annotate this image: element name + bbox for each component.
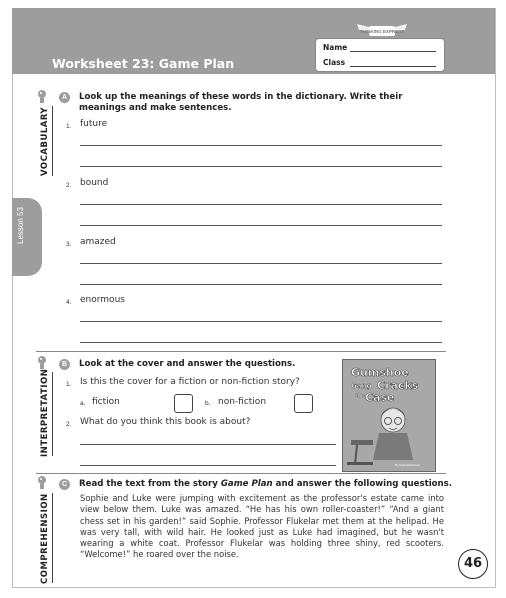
class-label: Class	[323, 58, 346, 67]
item-number: 3.	[66, 241, 72, 248]
question-2: What do you think this book is about?	[80, 417, 251, 427]
answer-line[interactable]	[80, 263, 442, 264]
item-number: 2.	[66, 182, 72, 189]
item-number: 4.	[66, 299, 72, 306]
page-number: 46	[458, 549, 488, 579]
vocab-word: amazed	[80, 237, 116, 247]
mascot-icon	[36, 355, 48, 369]
section-separator	[36, 351, 446, 352]
vocab-word: bound	[80, 178, 109, 188]
comprehension-side-label: COMPREHENSION	[40, 493, 50, 584]
answer-line[interactable]	[80, 321, 442, 322]
logo-wings-icon	[353, 20, 411, 38]
option-a-letter: a.	[80, 400, 86, 407]
answer-line[interactable]	[80, 204, 442, 205]
comprehension-instruction	[79, 479, 452, 490]
name-label: Name	[323, 43, 348, 52]
publisher-logo	[353, 20, 411, 38]
class-field[interactable]	[350, 66, 436, 67]
answer-line[interactable]	[80, 166, 442, 167]
story-title: Game Plan	[220, 479, 273, 489]
answer-line[interactable]	[80, 444, 336, 445]
mascot-icon	[36, 89, 48, 103]
answer-line[interactable]	[80, 145, 442, 146]
option-nonfiction-label: non-fiction	[218, 397, 267, 407]
instruction-text: Read the text from the story	[79, 479, 221, 489]
cover-title-line4: the	[355, 393, 365, 399]
cover-title-line5: Case	[365, 391, 395, 404]
section-divider-bar	[52, 106, 53, 176]
item-number: 1.	[66, 123, 72, 130]
answer-line[interactable]	[80, 284, 442, 285]
item-number: 1.	[66, 381, 72, 388]
answer-line[interactable]	[80, 465, 336, 466]
vocab-word: future	[80, 119, 108, 129]
interpretation-side-label: INTERPRETATION	[40, 368, 50, 457]
section-c-badge: C	[59, 479, 70, 490]
vocab-word: enormous	[80, 295, 125, 305]
section-b-badge: B	[59, 359, 70, 370]
instruction-text: and answer the following questions.	[272, 479, 453, 489]
interpretation-instruction: Look at the cover and answer the questions.	[79, 359, 296, 369]
cover-title-line2: Gang	[351, 382, 372, 390]
mascot-icon	[36, 475, 48, 489]
answer-line[interactable]	[80, 225, 442, 226]
story-passage: Sophie and Luke were jumping with excitement as the professor's estate came into view below them. Luke was amazed. “He has his own roller-coaster!” “And a giant chess set in his garden!” said Sophie. Professor Flukelar met them at the helipad. He was very tall, with wild hair. He looked just as Luke had imagined, but he wasn't wearing a white coat. Professor Flukelar was holding three shiny, red scooters. “Welcome!” he roared over the noise.	[80, 493, 444, 560]
item-number: 2.	[66, 421, 72, 428]
fiction-checkbox[interactable]	[174, 394, 193, 413]
name-class-box	[315, 38, 445, 72]
section-divider-bar	[52, 372, 53, 456]
cover-credit: By Kate Robertson	[395, 463, 421, 467]
option-fiction-label: fiction	[92, 397, 120, 407]
question-1: Is this the cover for a fiction or non-fiction story?	[80, 377, 300, 387]
option-b-letter: b.	[205, 400, 211, 407]
cover-title-line3: Cracks	[377, 379, 419, 392]
logo-text: THINKING EXPRESS	[359, 29, 405, 34]
cover-title-line1: Gumshoe	[351, 366, 409, 379]
nonfiction-checkbox[interactable]	[294, 394, 313, 413]
name-field[interactable]	[350, 51, 436, 52]
cover-illustration	[343, 360, 435, 471]
book-cover-image	[342, 359, 436, 472]
section-divider-bar	[52, 493, 53, 583]
worksheet-title: Worksheet 23: Game Plan	[52, 56, 235, 71]
vocabulary-instruction: Look up the meanings of these words in the dictionary. Write their meanings and make sentences.	[79, 92, 403, 113]
section-a-badge: A	[59, 92, 70, 103]
section-separator	[36, 473, 446, 474]
vocabulary-side-label: VOCABULARY	[40, 106, 50, 176]
answer-line[interactable]	[80, 342, 442, 343]
lesson-label: Lesson 53	[16, 207, 25, 244]
